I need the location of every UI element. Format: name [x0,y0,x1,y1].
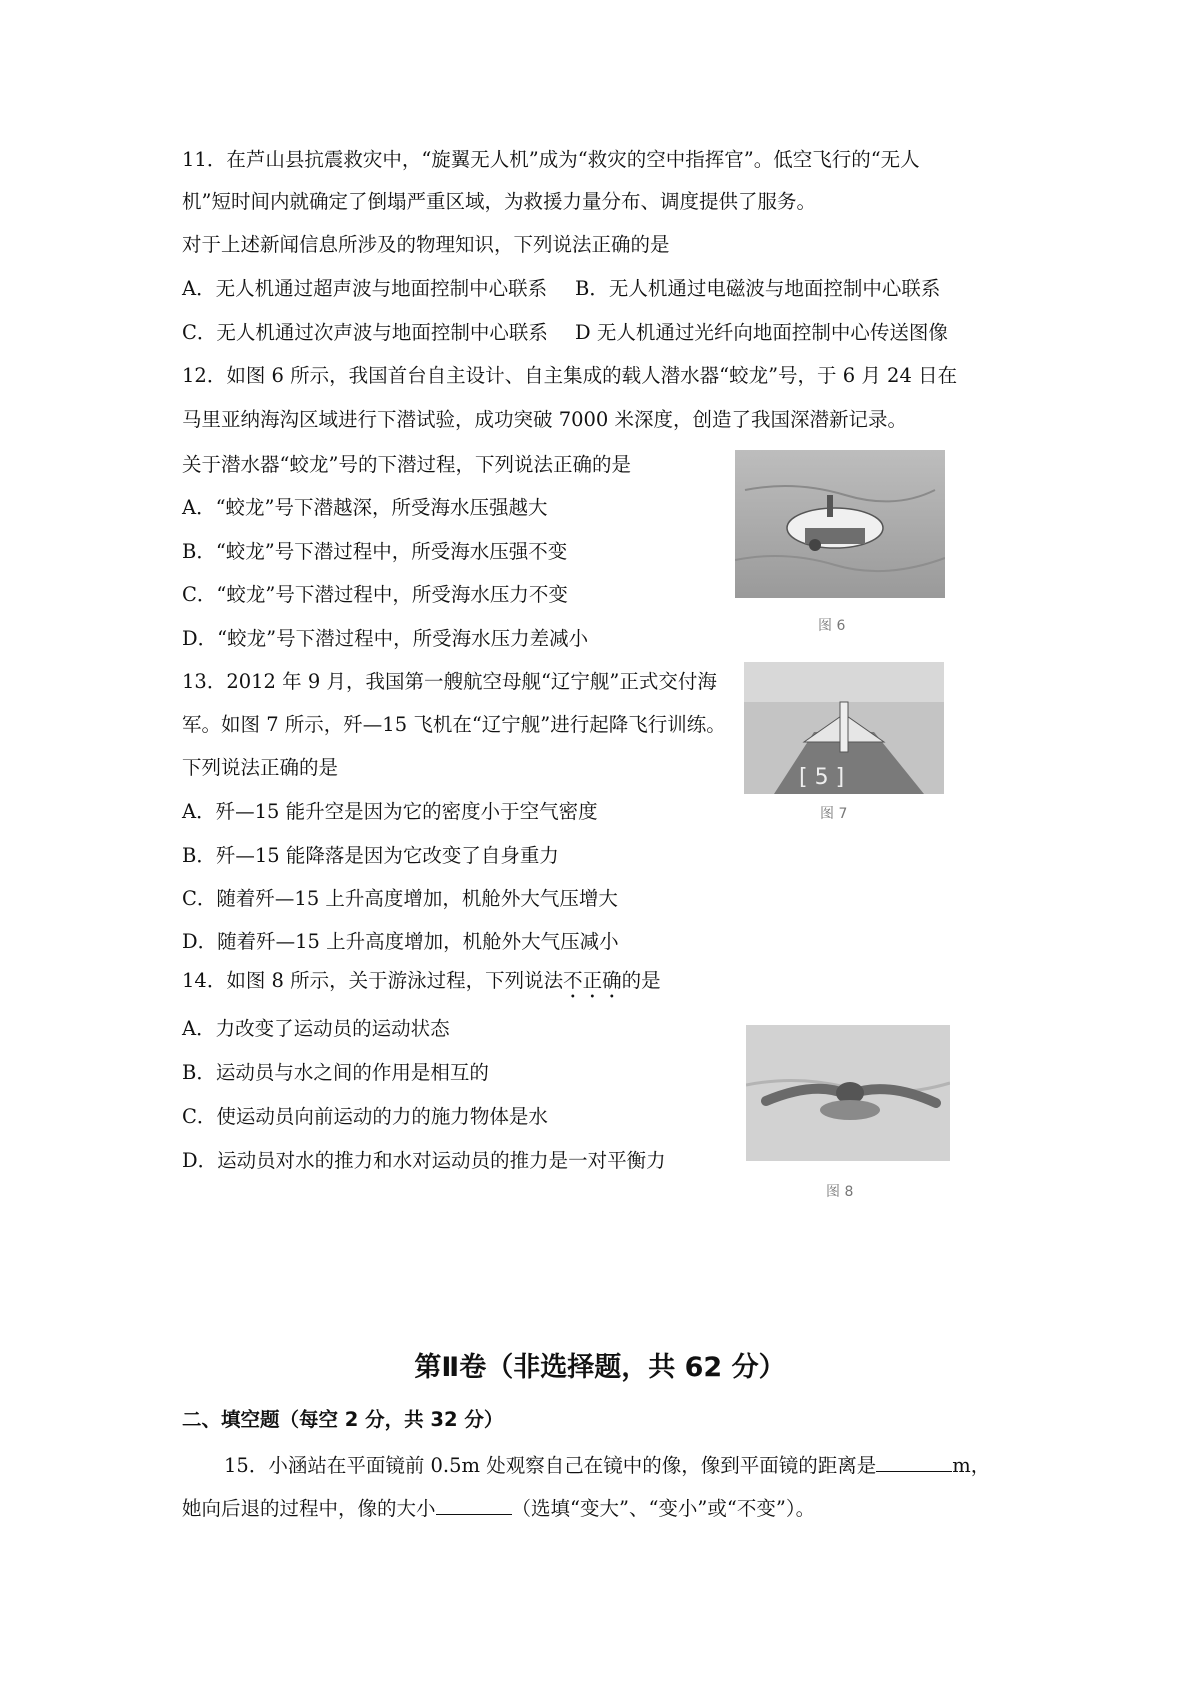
figure-7-carrier-jet [744,662,944,794]
q14-stem-prefix: 14．如图 8 所示，关于游泳过程，下列说法 [182,969,564,992]
q11-stem-line3: 对于上述新闻信息所涉及的物理知识，下列说法正确的是 [182,233,670,256]
q11-option-d: D 无人机通过光纤向地面控制中心传送图像 [575,321,948,344]
q15-answer-blank-1[interactable] [876,1453,952,1472]
q13-stem-line1: 13．2012 年 9 月，我国第一艘航空母舰“辽宁舰”正式交付海 [182,670,717,693]
q14-stem-line1 [182,968,661,1003]
fill-in-section-heading: 二、填空题（每空 2 分，共 32 分） [182,1408,504,1431]
q12-option-b: B．“蛟龙”号下潜过程中，所受海水压强不变 [182,540,568,563]
q12-option-d: D．“蛟龙”号下潜过程中，所受海水压力差减小 [182,627,589,650]
figure-6-caption: 图 6 [818,618,846,634]
q11-stem-line2: 机”短时间内就确定了倒塌严重区域，为救援力量分布、调度提供了服务。 [182,190,816,213]
q14-option-d: D．运动员对水的推力和水对运动员的推力是一对平衡力 [182,1149,666,1172]
section-2-title: 第Ⅱ卷（非选择题，共 62 分） [414,1352,786,1383]
q15-line2 [182,1496,815,1522]
svg-text:[ 5 ]: [ 5 ] [799,765,845,790]
q15-line2-suffix: （选填“变大”、“变小”或“不变”）。 [511,1497,816,1520]
figure-6-submersible [735,450,945,598]
figure-7-caption: 图 7 [820,806,848,822]
q12-stem-line1: 12．如图 6 所示，我国首台自主设计、自主集成的载人潜水器“蛟龙”号，于 6 月 24 日在 [182,364,958,387]
q15-line1-unit: m， [952,1454,991,1477]
q12-stem-line3: 关于潜水器“蛟龙”号的下潜过程，下列说法正确的是 [182,453,631,476]
q15-answer-blank-2[interactable] [436,1496,512,1515]
q13-option-d: D．随着歼—15 上升高度增加，机舱外大气压减小 [182,930,619,953]
carrier-jet-illustration [744,662,944,794]
q15-line1 [224,1453,990,1479]
submersible-illustration [735,450,945,598]
swimmer-illustration [746,1025,950,1161]
q12-option-a: A．“蛟龙”号下潜越深，所受海水压强越大 [182,496,548,519]
q15-line1-text: 15．小涵站在平面镜前 0.5m 处观察自己在镜中的像，像到平面镜的距离是 [224,1454,877,1477]
q14-option-b: B．运动员与水之间的作用是相互的 [182,1061,489,1084]
q13-stem-line2: 军。如图 7 所示，歼—15 飞机在“辽宁舰”进行起降飞行训练。 [182,713,726,736]
q11-option-a: A．无人机通过超声波与地面控制中心联系 [182,277,548,300]
q12-stem-line2: 马里亚纳海沟区域进行下潜试验，成功突破 7000 米深度，创造了我国深潜新记录。 [182,408,908,431]
q13-option-a: A．歼—15 能升空是因为它的密度小于空气密度 [182,800,598,823]
figure-8-swimmer [746,1025,950,1161]
q15-line2-text: 她向后退的过程中，像的大小 [182,1497,436,1520]
q14-stem-emphasis: 不正确 [563,969,622,992]
figure-8-caption: 图 8 [826,1184,854,1200]
q13-option-c: C．随着歼—15 上升高度增加，机舱外大气压增大 [182,887,618,910]
q13-stem-line3: 下列说法正确的是 [182,756,339,779]
q14-stem-suffix: 的是 [621,969,661,992]
q13-option-b: B．歼—15 能降落是因为它改变了自身重力 [182,844,559,867]
q12-option-c: C．“蛟龙”号下潜过程中，所受海水压力不变 [182,583,568,606]
q14-option-a: A．力改变了运动员的运动状态 [182,1017,450,1040]
q11-option-b: B．无人机通过电磁波与地面控制中心联系 [575,277,941,300]
q11-option-c: C．无人机通过次声波与地面控制中心联系 [182,321,548,344]
q11-stem-line1: 11．在芦山县抗震救灾中，“旋翼无人机”成为“救灾的空中指挥官”。低空飞行的“无人 [182,148,920,171]
q14-option-c: C．使运动员向前运动的力的施力物体是水 [182,1105,548,1128]
